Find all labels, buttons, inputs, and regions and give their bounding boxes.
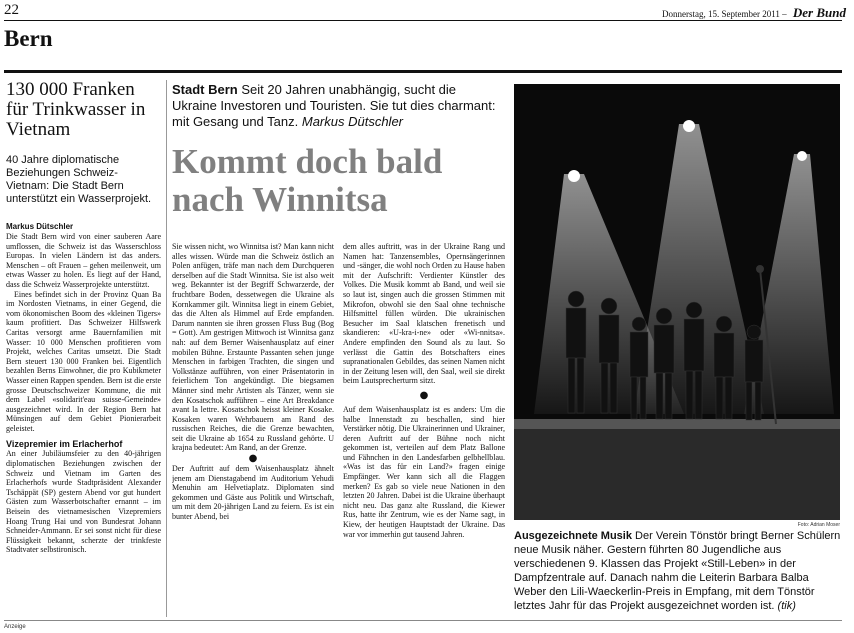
article1-paragraph: Eines befindet sich in der Provinz Quan Ba im Nordosten Vietnams, in einer Gegend, die vom ökonomischen Boom des «kleinen Tigers» kaum profitiert. Das Schweizer Hilfswerk Caritas versorgt arme Bauernfamilien mit Wasser: 10 000 Menschen profitieren vom Projekt, welches Caritas umsetzt. Die Stadt Bern steuert 130 000 Franken bei. Eigentlich bezahlen Berns Einwohner, die pro Kubikmeter Wasser einen Rappen spenden. Bern ist die erste grosse Deutschschweizer Kommune, die mit dem Label «solidarit'eau suisse-Gemeinde» ausgezeichnet wird. In der Region Bern hat Münsingen auf dem Gebiet Pionierarbeit geleistet. (6, 289, 161, 433)
newspaper-logo: Der Bund (792, 5, 846, 20)
article1-body (6, 232, 161, 617)
article1-headline: 130 000 Franken für Trinkwasser in Vietnam (6, 79, 146, 140)
footer-rule (4, 620, 842, 621)
concert-photo (514, 84, 840, 520)
article2-kicker (172, 82, 502, 130)
article1-paragraph: Die Stadt Bern wird von einer sauberen Aare umflossen, die Schweiz ist das Wasserschloss Europas. In vielen Ländern ist das anders. Menschen – oft Frauen – gehen meilenweit, um etwas Wasser zu holen. Es liegt auf der Hand, dass die Schweiz Wasserprojekte unterstützt. (6, 232, 161, 289)
caption-signature: (tik) (777, 600, 796, 612)
kicker-author: Markus Dütschler (301, 114, 403, 129)
kicker-label: Stadt Bern (172, 82, 238, 97)
caption-text: Der Verein Tönstör bringt Berner Schülern neue Musik näher. Gestern führten 80 Jugendliche aus verschiedenen 9. Klassen das Projekt «Still-Leben» in der Dampfzentrale auf. Danach nahm die Leiterin Barbara Balba Weber den Lili-Waeckerlin-Preis in Empfang, mit dem Tönstör letztes Jahr für das Projekt ausgezeichnet worden ist. (514, 530, 841, 612)
article2-column-1 (172, 242, 334, 614)
section-rule (4, 70, 842, 73)
caption-title: Ausgezeichnete Musik (514, 530, 632, 542)
ad-label: Anzeige (4, 624, 26, 630)
kicker-text: Seit 20 Jahren unabhängig, sucht die Ukraine Investoren und Touristen. Sie tut dies charmant: mit Gesang und Tanz. (172, 82, 496, 129)
column-divider (166, 80, 167, 617)
header-rule (4, 20, 842, 21)
article1-subhead: Vizepremier im Erlacherhof (6, 439, 123, 450)
spotlight (797, 151, 807, 161)
article1-lead: 40 Jahre diplomatische Beziehungen Schweiz-Vietnam: Die Stadt Bern unterstützt ein Wasserprojekt. (6, 154, 152, 205)
paragraph-separator: ● (248, 453, 258, 465)
stage-illustration (514, 84, 840, 520)
paragraph-separator: ● (419, 389, 429, 401)
page-number: 22 (4, 2, 19, 18)
article2-headline: Kommt doch bald nach Winnitsa (172, 142, 443, 219)
article2-column-2 (343, 242, 505, 614)
article1-paragraph: An einer Jubiläumsfeier zu den 40-jährigen diplomatischen Beziehungen zwischen der Schweiz und Vietnam im Garten des Erlacherhofs wurde Stadtpräsident Alexander Tschäppät (SP) gestern Abend vor gut hundert Gästen zum Wasserbotschafter ernannt – im Beisein des vietnamesischen Vizepremiers Hoang Trung Hai und von Bundesrat Johann Schneider-Ammann. Er sei sonst nicht für diese Flüssigkeit bekannt, scherzte der trinkfeste Stadtvater selbstironisch. (6, 449, 161, 555)
section-title: Bern (4, 26, 53, 51)
photo-caption (514, 529, 842, 613)
spotlight (568, 170, 580, 182)
separator: – (782, 9, 789, 19)
article2-paragraph: dem alles auftritt, was in der Ukraine Rang und Namen hat: Tanzensembles, Opernsängerinnen und -sänger, die wohl noch Orden zu Hause haben mit der Aufschrift: Verdienter Künstler des Volkes. Die Musik kommt ab Band, und weil sie so laut ist, singen auch die grossen Stimmen mit Mikrofon, obwohl sie den Saal ohne technische Hilfsmittel füllen würden. Die ukrainischen Besucher im Saal klatschen frenetisch und skandieren: «U-kra-i-ne» oder «Wi-nnitsa». Andere empfinden den Sound als zu laut. So verlässt die Gattin des Botschafters eines supranationalen Gebildes, das seinen Namen nicht in der Zeitung lesen will, den Saal, weil sie direkt beim Lautsprecherturm sitzt. (343, 242, 505, 386)
photo-credit: Foto: Adrian Moser (797, 522, 840, 528)
issue-date: Donnerstag, 15. September 2011 (661, 9, 780, 19)
spotlight (683, 120, 695, 132)
article2-paragraph: Der Auftritt auf dem Waisenhausplatz ähnelt jenem am Dienstagabend im Auditorium Yehudi Menuhin am Helvetiaplatz. Diplomaten sind gekommen und Gäste aus Politik und Wirtschaft, um mit dem 20-jährigen Land zu feiern. Es ist ein bunter Abend, bei (172, 464, 334, 522)
article1-author: Markus Dütschler (6, 222, 74, 231)
article2-paragraph: Auf dem Waisenhausplatz ist es anders: Um die halbe Innenstadt zu beschallen, sind hier Verstärker nötig. Die Ukrainerinnen und Ukrainer, deren Auftritt auf der Bühne noch nicht gekommen ist, verteilen auf dem Platz Ballone und Fähnchen in den Landesfarben gelbhellblau. «Was ist das für ein Land?» fragen einige Empfänger. Wer kann sich all die Flaggen merken? Es gab so viele neue Nationen in den letzten 20 Jahren. Dabei ist die Ukraine überhaupt nicht neu. Das ganz alte Russland, die Kiewer Rus, hatte ihr Zentrum, wie es der Name sagt, in Kiew, der heutigen Hauptstadt der Ukraine. Das war vor immerhin gut tausend Jahren. (343, 404, 505, 539)
page-header-info (662, 5, 846, 21)
article2-paragraph: Sie wissen nicht, wo Winnitsa ist? Man kann nicht alles wissen. Würde man die Schweiz östlich an Polen anfügen, träfe man nach dem Durchqueren derselben auf die Stadt Winnitsa. Sie ist also weit weg. Bekannter ist der Begriff Schwarzerde, der fruchtbare Boden, dessetwegen die Ukraine als Kornkammer gilt. Winnitsa liegt in einem Gebiet, das die Alten als Himmel auf Erde empfanden. Darum nannten sie ihren grossen Fluss Bug (Bog = Gott). Am gestrigen Mittwoch ist Winnitsa ganz nah: auf dem Berner Waisenhausplatz auf einer mobilen Bühne. Erstaunte Passanten sehen junge Menschen in farbigen Trachten, die singen und Volkstänze aufführen, von einer Präsentatorin in feierlichem Ton angekündigt. Die biegsamen Männer sind mehr Artisten als Tänzer, wenn sie den Kosatschok aufführen – eine Art Breakdance avant la lettre. Kosatschok heisst kleiner Kosake. Kosaken waren Wehrbauern am Rand des russischen Reiches, die die Grenze bewachten, seit die Ukraine ab 1654 zu Russland gehörte. U krajna bedeutet: Am Rand, an der Grenze. (172, 242, 334, 453)
